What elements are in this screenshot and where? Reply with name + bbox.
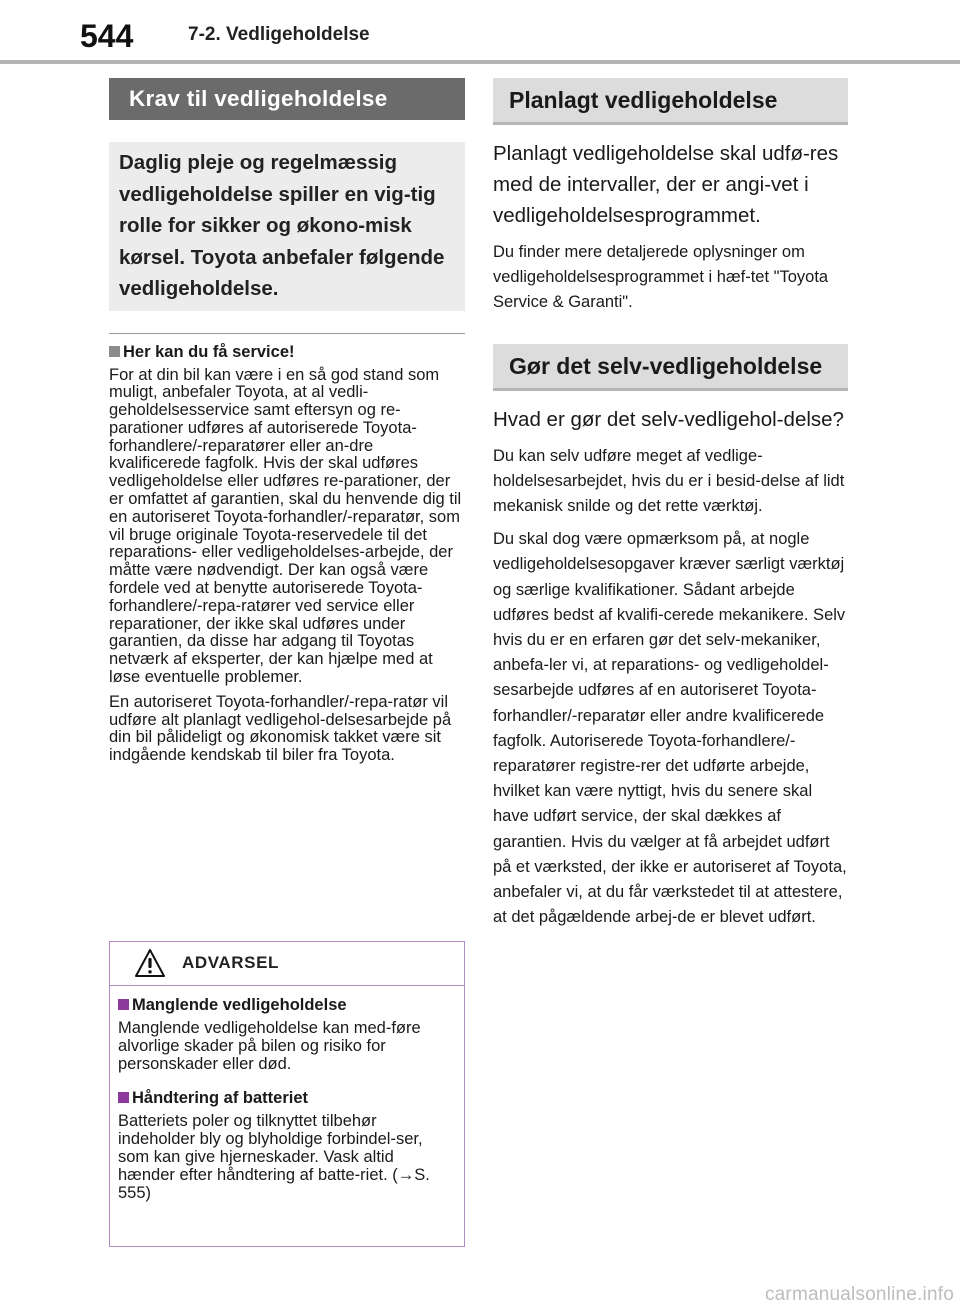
section-title-diy-maintenance: Gør det selv-vedligeholdelse (493, 344, 848, 391)
warning-item-heading (118, 1088, 455, 1108)
footer-watermark: carmanualsonline.info (764, 1284, 954, 1305)
service-heading-text: Her kan du få service! (123, 342, 295, 361)
section-divider (109, 333, 465, 334)
warning-header (110, 942, 464, 986)
left-column (109, 78, 465, 765)
square-bullet-icon (109, 346, 120, 357)
service-heading (109, 342, 465, 362)
square-bullet-icon (118, 1092, 129, 1103)
planned-paragraph: Du finder mere detaljerede oplysninger om vedligeholdelsesprogrammet i hæf-tet "Toyota Service & Garanti". (493, 243, 829, 312)
service-paragraph-2: En autoriseret Toyota-forhandler/-repa-ratør vil udføre alt planlagt vedligehol-delsesarbejde på din bil pålideligt og økonomisk takket være sit indgående kendskab til biler fra Toyota. (109, 692, 452, 765)
warning-body (110, 986, 464, 1202)
planned-lead-text: Planlagt vedligeholdelse skal udfø-res med de intervaller, der er angi-vet i vedligeholdelsesprogrammet. (493, 142, 839, 227)
right-column (493, 78, 848, 930)
page-header (0, 0, 960, 62)
section-title-planned-maintenance: Planlagt vedligeholdelse (493, 78, 848, 125)
diy-lead-text: Hvad er gør det selv-vedligehol-delse? (493, 407, 844, 431)
diy-paragraph-1: Du kan selv udføre meget af vedlige-holdelsesarbejdet, hvis du er i besid-delse af lidt mekanisk snilde og det rette værktøj. (493, 446, 845, 516)
diy-paragraph-2: Du skal dog være opmærksom på, at nogle vedligeholdelsesopgaver kræver særligt værktøj og særlige kvalifikationer. Sådant arbejde udføres bedst af kvalifi-cerede mekanikere. Selv hvis du er en erfaren gør det selv-mekaniker, anbefa-ler vi, at reparations- og vedligeholdel-sesarbejde udføres af en autoriseret Toyota-forhandler/-reparatør eller andre kvalificerede fagfolk. Autoriserede Toyota-forhandlere/-reparatører registre-rer det udførte arbejde, hvilket kan være nyttigt, hvis du senere skal have udført service, der skal dækkes af garantien. Hvis du vælger at få arbejdet udført på et værksted, der ikke er autoriseret af Toyota, anbefaler vi, at du får værkstedet til at attestere, at det pågældende arbej-de er blevet udført. (493, 530, 847, 927)
warning-item-heading-text: Håndtering af batteriet (132, 1089, 309, 1108)
warning-box (109, 941, 465, 1247)
page-number: 544 (80, 18, 134, 54)
warning-item-text: Manglende vedligeholdelse kan med-føre alvorlige skader på bilen og risiko for personskader eller død. (118, 1019, 421, 1073)
service-paragraph-1: For at din bil kan være i en så god stand som muligt, anbefaler Toyota, at al vedli-geholdelsesservice samt eftersyn og re-parationer udføres af autoriserede Toyota-forhandlere/-reparatører eller an-dre kvalificerede fagfolk. Hvis der skal udføres vedligeholdelse eller udføres re-parationer, der er omfattet af garantien, skal du henvende dig til en autoriseret Toyota-forhandler/-reparatør, som vil bruge originale Toyota-reservedele til det reparations- eller vedligeholdelses-arbejde, der måtte være nødvendigt. Der kan også være fordele ved at benytte autoriserede Toyota-forhandlere/-repa-ratører ved service eller reparationer, der ikke skal udføres under garantien, da disse har adgang til Toyotas netværk af eksperter, der kan hjælpe med at løse eventuelle problemer. (109, 365, 462, 687)
warning-title: ADVARSEL (182, 953, 280, 972)
warning-triangle-icon (135, 949, 165, 977)
warning-item-heading (118, 995, 455, 1015)
chapter-title: 7-2. Vedligeholdelse (188, 24, 370, 45)
section-title-maintenance-requirements: Krav til vedligeholdelse (109, 78, 465, 120)
warning-item-text: Batteriets poler og tilknyttet tilbehør indeholder bly og blyholdige forbindel-ser, som kan give hjerneskader. Vask altid hænder efter håndtering af batte-riet. (→S. 555) (118, 1112, 430, 1202)
square-bullet-icon (118, 999, 129, 1010)
header-divider (0, 60, 960, 64)
warning-item-heading-text: Manglende vedligeholdelse (132, 996, 347, 1014)
intro-box: Daglig pleje og regelmæssig vedligeholdelse spiller en vig-tig rolle for sikker og økono-misk kørsel. Toyota anbefaler følgende vedligeholdelse. (109, 142, 465, 311)
